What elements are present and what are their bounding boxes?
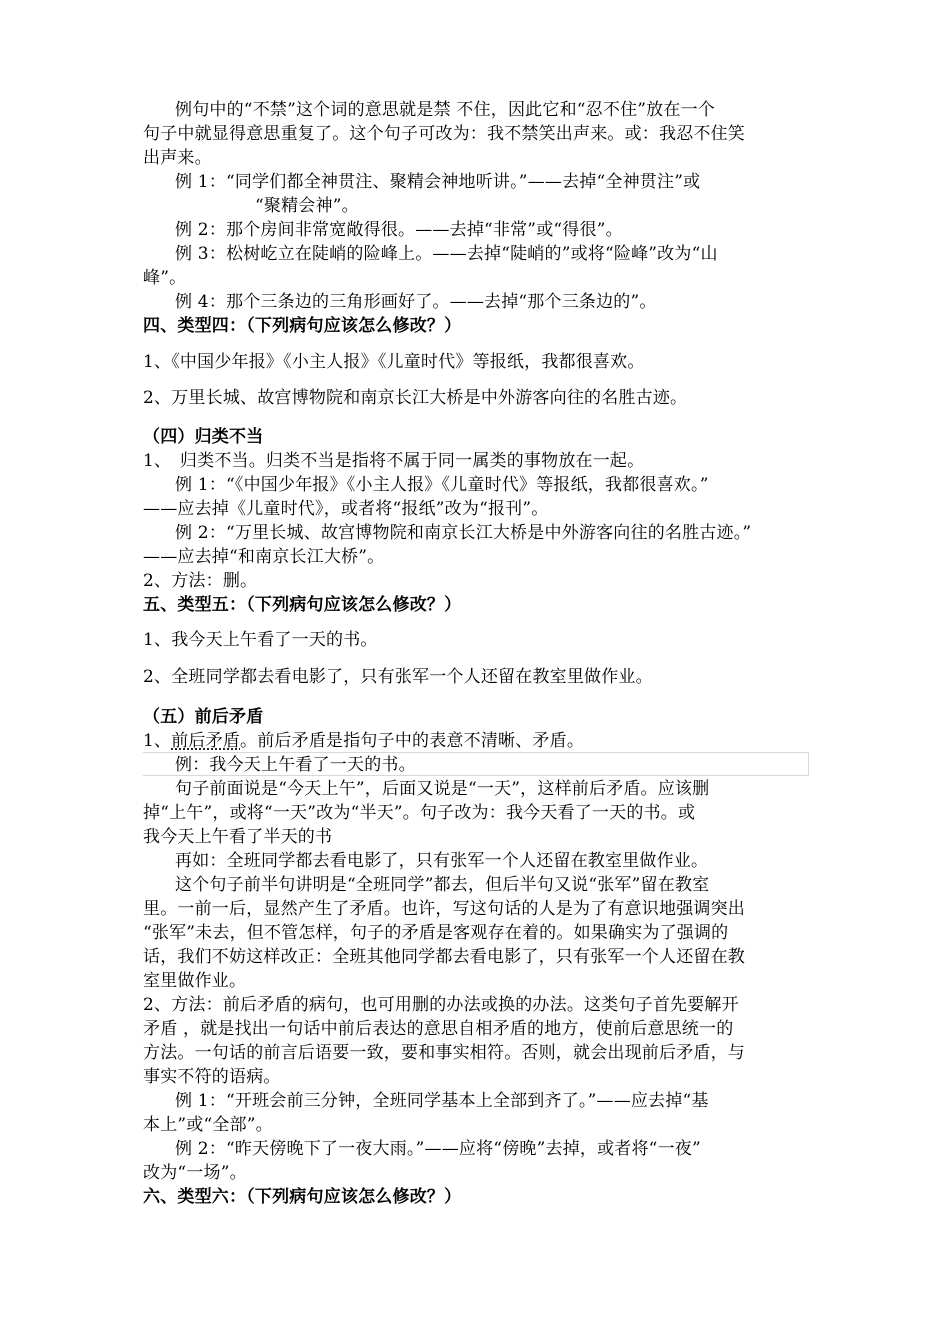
paragraph-line: 我今天上午看了半天的书 — [143, 827, 333, 847]
method-line: 事实不符的语病。 — [143, 1067, 281, 1087]
example-line: 例 1：“《中国少年报》《小主人报》《儿童时代》等报纸，我都很喜欢。” — [175, 475, 709, 495]
example-line: 再如：全班同学都去看电影了，只有张军一个人还留在教室里做作业。 — [175, 851, 709, 871]
exercise-item: 2、万里长城、故宫博物院和南京长江大桥是中外游客向往的名胜古迹。 — [143, 388, 688, 408]
method-line: 方法。一句话的前言后语要一致，要和事实相符。否则，就会出现前后矛盾，与 — [143, 1043, 745, 1063]
paragraph-text: 。前后矛盾是指句子中的表意不清晰、矛盾。 — [240, 731, 585, 751]
example-line: 例 3：松树屹立在陡峭的险峰上。——去掉“陡峭的”或将“险峰”改为“山 — [175, 244, 718, 264]
paragraph-line: “张军”未去，但不管怎样，句子的矛盾是客观存在着的。如果确实为了强调的 — [143, 923, 729, 943]
section-heading: 四、类型四：（下列病句应该怎么修改？） — [143, 316, 462, 336]
paragraph-line: 出声来。 — [143, 148, 212, 168]
example-line: 例 2：“万里长城、故宫博物院和南京长江大桥是中外游客向往的名胜古迹。” — [175, 523, 752, 543]
method-line: 2、方法：前后矛盾的病句，也可用删的办法或换的办法。这类句子首先要解开 — [143, 995, 739, 1015]
example-line: “聚精会神”。 — [255, 196, 359, 216]
method-line: 矛盾 ，就是找出一句话中前后表达的意思自相矛盾的地方，使前后意思统一的 — [143, 1019, 734, 1039]
paragraph-line — [143, 729, 584, 753]
example-line: ——应去掉《儿童时代》，或者将“报纸”改为“报刊”。 — [143, 499, 549, 519]
example-line: 本上”或“全部”。 — [143, 1115, 273, 1135]
example-line: 例 2：那个房间非常宽敞得很。——去掉“非常”或“得很”。 — [175, 220, 623, 240]
method-line: 2、方法：删。 — [143, 571, 258, 591]
exercise-item: 1、《中国少年报》《小主人报》《儿童时代》等报纸，我都很喜欢。 — [143, 352, 645, 372]
paragraph-line: 话，我们不妨这样改正：全班其他同学都去看电影了，只有张军一个人还留在教 — [143, 947, 745, 967]
paragraph-line: 室里做作业。 — [143, 971, 247, 991]
section-heading: 五、类型五：（下列病句应该怎么修改？） — [143, 595, 462, 615]
paragraph-line: 句子中就显得意思重复了。这个句子可改为：我不禁笑出声来。或：我忍不住笑 — [143, 124, 745, 144]
example-line: 例 1：“同学们都全神贯注、聚精会神地听讲。”——去掉“全神贯注”或 — [175, 172, 701, 192]
exercise-item: 1、我今天上午看了一天的书。 — [143, 630, 378, 650]
paragraph-line: 这个句子前半句讲明是“全班同学”都去，但后半句又说“张军”留在教室 — [175, 875, 710, 895]
section-heading: 六、类型六：（下列病句应该怎么修改？） — [143, 1187, 462, 1207]
subsection-heading: （四）归类不当 — [143, 427, 264, 447]
example-line: ——应去掉“和南京长江大桥”。 — [143, 547, 385, 567]
item-number: 1、 — [143, 731, 172, 751]
exercise-item: 2、全班同学都去看电影了，只有张军一个人还留在教室里做作业。 — [143, 667, 653, 687]
paragraph-line: 掉“上午”，或将“一天”改为“半天”。句子改为：我今天看了一天的书。或 — [143, 803, 696, 823]
paragraph-line: 句子前面说是“今天上午”，后面又说是“一天”，这样前后矛盾。应该删 — [175, 779, 710, 799]
paragraph-line: 例句中的“不禁”这个词的意思就是禁 不住，因此它和“忍不住”放在一个 — [175, 100, 715, 120]
example-line: 峰”。 — [143, 268, 187, 288]
example-line: 例 1：“开班会前三分钟，全班同学基本上全部到齐了。”——应去掉“基 — [175, 1091, 709, 1111]
paragraph-line: 1、 归类不当。归类不当是指将不属于同一属类的事物放在一起。 — [143, 451, 645, 471]
subsection-heading: （五）前后矛盾 — [143, 707, 264, 727]
paragraph-line: 里。一前一后，显然产生了矛盾。也许，写这句话的人是为了有意识地强调突出 — [143, 899, 745, 919]
example-line: 例 4：那个三条边的三角形画好了。——去掉“那个三条边的”。 — [175, 292, 657, 312]
underlined-term: 前后矛盾 — [171, 731, 241, 751]
example-line: 例：我今天上午看了一天的书。 — [175, 755, 416, 775]
example-line: 改为“一场”。 — [143, 1163, 247, 1183]
example-line: 例 2：“昨天傍晚下了一夜大雨。”——应将“傍晚”去掉，或者将“一夜” — [175, 1139, 701, 1159]
